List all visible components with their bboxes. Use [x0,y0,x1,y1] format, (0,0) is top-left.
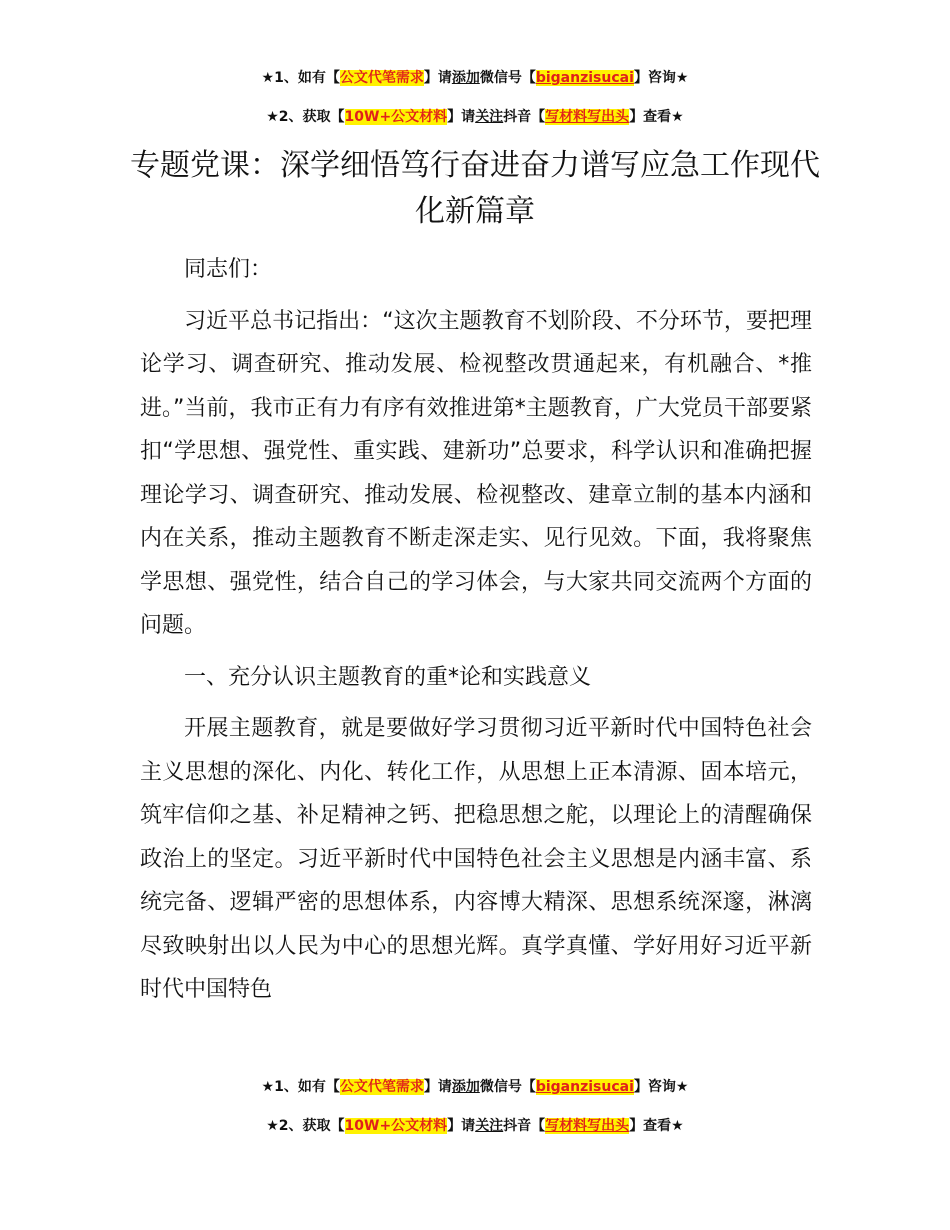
footer-banner-line-1 [0,1076,950,1098]
section-heading: 一、充分认识主题教育的重*论和实践意义 [184,664,592,690]
banner-underlined: 关注 [475,109,504,125]
banner-highlight: 公文代笔需求 [339,70,424,86]
header-banner-line-2 [0,106,950,128]
banner-text: 微信号【 [479,1079,536,1095]
banner-underlined: 添加 [451,1079,480,1095]
banner-highlight: 10W+公文材料 [344,109,448,125]
banner-text: 】查看★ [629,1118,684,1134]
banner-douyin-id: 写材料写出头 [545,109,630,125]
banner-text: 】查看★ [629,109,684,125]
body-paragraph: 习近平总书记指出：“这次主题教育不划阶段、不分环节，要把理论学习、调查研究、推动发展、检视整改贯通起来，有机融合、*推进。”当前，我市正有力有序有效推进第*主题教育，广大党员干部要紧扣“学思想、强党性、重实践、建新功”总要求，科学认识和准确把握理论学习、调查研究、推动发展、检视整改、建章立制的基本内涵和内在关系，推动主题教育不断走深走实、见行见效。下面，我将聚焦学思想、强党性，结合自己的学习体会，与大家共同交流两个方面的问题。 [140,308,812,638]
banner-text: 】请 [423,1079,452,1095]
banner-wechat-id: biganzisucai [535,70,634,86]
banner-text: ★2、获取【 [266,1118,345,1134]
banner-highlight: 公文代笔需求 [339,1079,424,1095]
body-paragraph: 开展主题教育，就是要做好学习贯彻习近平新时代中国特色社会主义思想的深化、内化、转化工作，从思想上正本清源、固本培元，筑牢信仰之基、补足精神之钙、把稳思想之舵，以理论上的清醒确保政治上的坚定。习近平新时代中国特色社会主义思想是内涵丰富、系统完备、逻辑严密的思想体系，内容博大精深、思想系统深邃，淋漓尽致映射出以人民为中心的思想光辉。真学真懂、学好用好习近平新时代中国特色 [140,716,812,1002]
header-banner-line-1 [0,67,950,89]
banner-douyin-id: 写材料写出头 [545,1118,630,1134]
banner-text: 】请 [447,109,476,125]
banner-text: 】请 [423,70,452,86]
banner-wechat-id: biganzisucai [535,1079,634,1095]
banner-text: 】咨询★ [633,1079,689,1095]
banner-text: ★1、如有【 [261,70,340,86]
salutation: 同志们： [184,257,273,282]
banner-text: ★2、获取【 [266,109,345,125]
document-body [140,248,812,1012]
banner-text: ★1、如有【 [261,1079,340,1095]
banner-text: 】咨询★ [633,70,689,86]
document-title: 专题党课：深学细悟笃行奋进奋力谱写应急工作现代化新篇章 [130,148,820,229]
banner-highlight: 10W+公文材料 [344,1118,448,1134]
banner-text: 抖音【 [503,109,546,125]
banner-underlined: 添加 [451,70,480,86]
banner-text: 】请 [447,1118,476,1134]
banner-text: 微信号【 [479,70,536,86]
footer-banner-line-2 [0,1115,950,1137]
banner-underlined: 关注 [475,1118,504,1134]
banner-text: 抖音【 [503,1118,546,1134]
